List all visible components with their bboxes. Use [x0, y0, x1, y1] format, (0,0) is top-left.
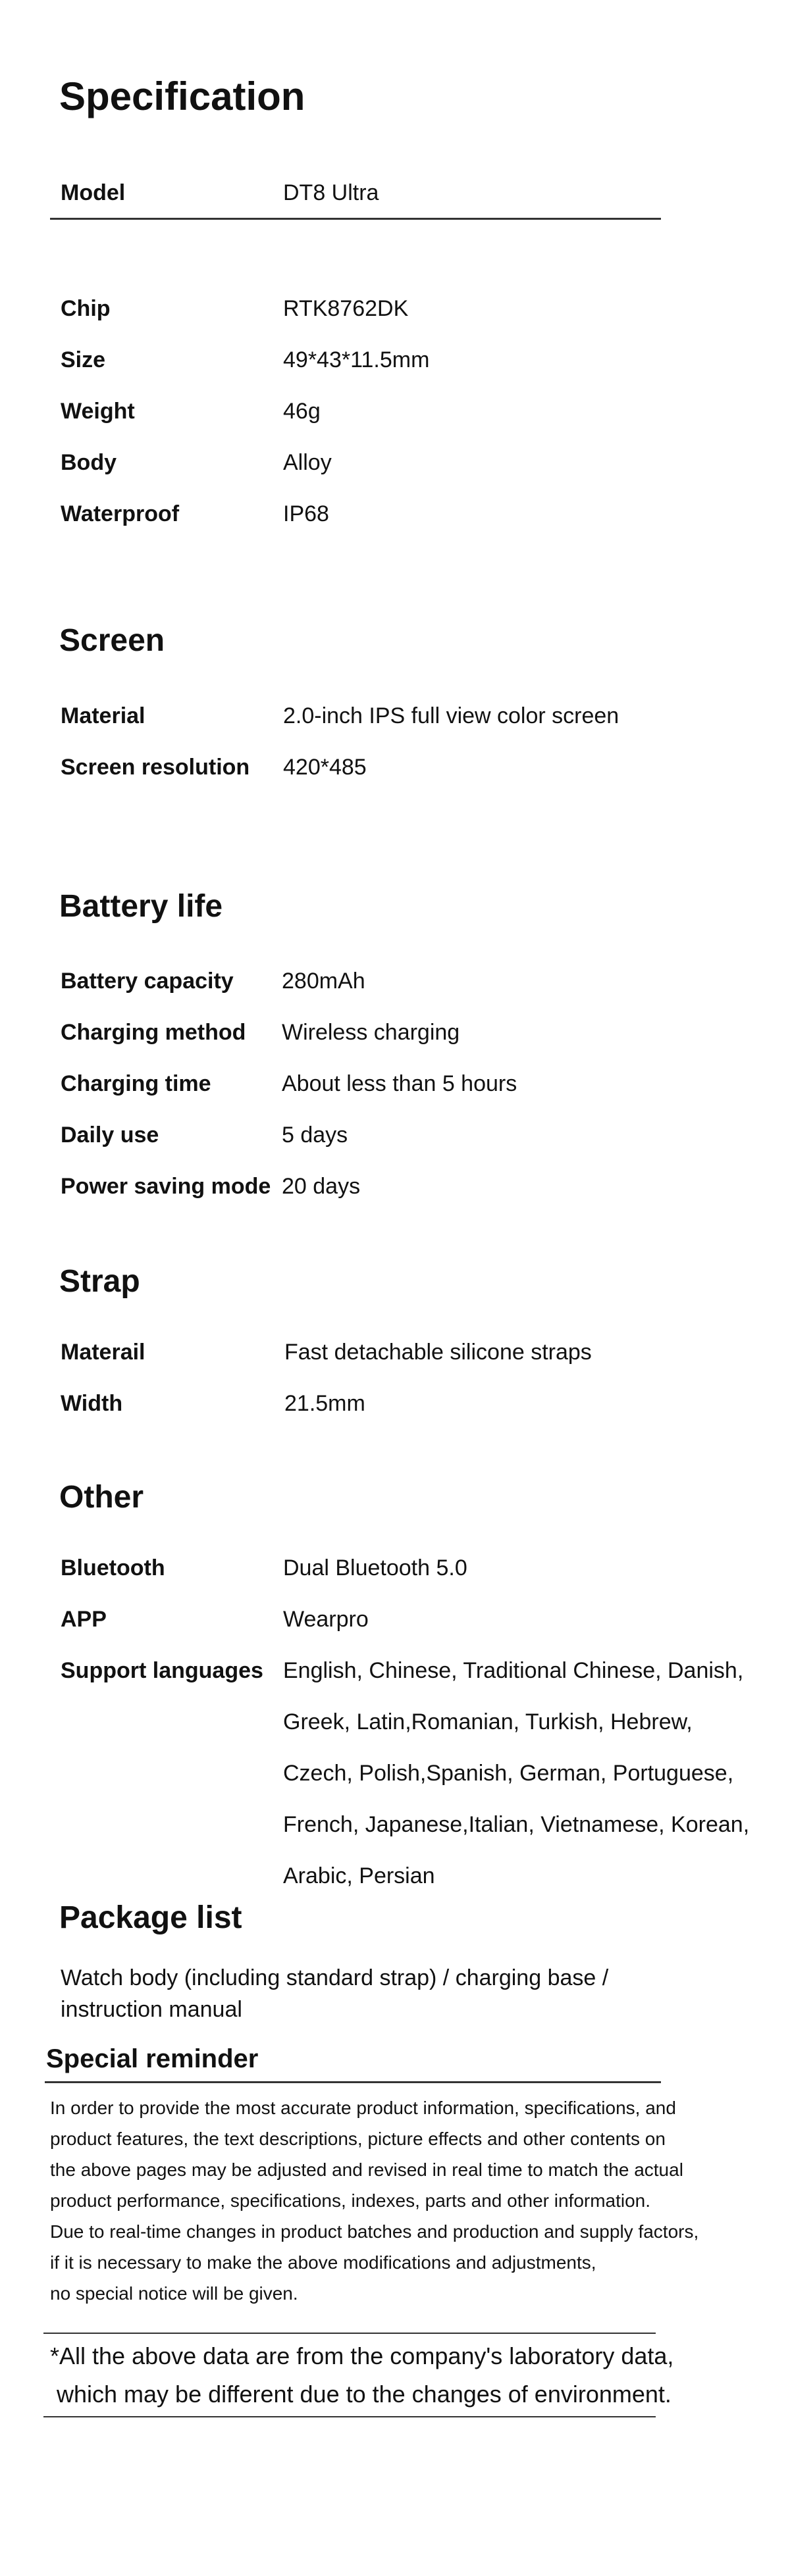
spec-label-charging-method: Charging method: [61, 1020, 246, 1045]
spec-label-body: Body: [61, 450, 117, 475]
spec-value-body: Alloy: [283, 450, 332, 475]
spec-label-strap-width: Width: [61, 1391, 123, 1416]
spec-value-languages-line: Czech, Polish,Spanish, German, Portuguese,: [283, 1761, 734, 1786]
footnote-line: *All the above data are from the company's laboratory data,: [50, 2342, 674, 2369]
spec-value-app: Wearpro: [283, 1607, 369, 1632]
model-divider: [50, 218, 661, 220]
spec-value-waterproof: IP68: [283, 501, 329, 526]
spec-label-screen-material: Material: [61, 703, 145, 728]
package-contents-line: Watch body (including standard strap) / charging base /: [61, 1965, 609, 1990]
spec-value-languages-line: Arabic, Persian: [283, 1863, 435, 1888]
section-heading-screen: Screen: [59, 623, 165, 658]
spec-value-languages-line: Greek, Latin,Romanian, Turkish, Hebrew,: [283, 1709, 693, 1734]
reminder-line: the above pages may be adjusted and revised in real time to match the actual: [50, 2159, 683, 2180]
section-heading-package: Package list: [59, 1900, 242, 1935]
spec-value-power-saving-mode: 20 days: [282, 1174, 361, 1199]
footnote-line: which may be different due to the changes of environment.: [57, 2381, 672, 2408]
section-heading-other: Other: [59, 1480, 144, 1515]
reminder-line: product features, the text descriptions, picture effects and other contents on: [50, 2129, 666, 2149]
spec-label-model: Model: [61, 180, 126, 205]
spec-label-daily-use: Daily use: [61, 1123, 159, 1148]
spec-value-languages-line: English, Chinese, Traditional Chinese, Danish,: [283, 1658, 744, 1683]
reminder-line: no special notice will be given.: [50, 2283, 298, 2304]
footnote-top-rule: [43, 2333, 656, 2334]
page-title: Specification: [59, 74, 305, 118]
spec-label-app: APP: [61, 1607, 107, 1632]
reminder-line: if it is necessary to make the above modifications and adjustments,: [50, 2252, 596, 2273]
spec-label-bluetooth: Bluetooth: [61, 1555, 165, 1580]
spec-value-daily-use: 5 days: [282, 1123, 348, 1148]
spec-label-waterproof: Waterproof: [61, 501, 180, 526]
section-heading-strap: Strap: [59, 1264, 140, 1299]
reminder-line: In order to provide the most accurate product information, specifications, and: [50, 2098, 676, 2118]
spec-value-screen-resolution: 420*485: [283, 755, 367, 780]
reminder-divider: [45, 2081, 661, 2083]
spec-label-strap-material: Materail: [61, 1340, 145, 1365]
spec-label-chip: Chip: [61, 296, 111, 321]
section-heading-reminder: Special reminder: [46, 2044, 259, 2073]
spec-value-battery-capacity: 280mAh: [282, 969, 365, 994]
package-contents-line: instruction manual: [61, 1997, 242, 2022]
spec-label-charging-time: Charging time: [61, 1071, 211, 1096]
reminder-line: Due to real-time changes in product batches and production and supply factors,: [50, 2221, 699, 2242]
spec-label-weight: Weight: [61, 399, 135, 424]
spec-value-screen-material: 2.0-inch IPS full view color screen: [283, 703, 619, 728]
spec-value-charging-method: Wireless charging: [282, 1020, 460, 1045]
spec-label-screen-resolution: Screen resolution: [61, 755, 250, 780]
spec-value-strap-material: Fast detachable silicone straps: [284, 1340, 592, 1365]
spec-value-weight: 46g: [283, 399, 321, 424]
spec-value-strap-width: 21.5mm: [284, 1391, 365, 1416]
spec-value-charging-time: About less than 5 hours: [282, 1071, 517, 1096]
reminder-line: product performance, specifications, indexes, parts and other information.: [50, 2190, 651, 2211]
spec-label-battery-capacity: Battery capacity: [61, 969, 234, 994]
spec-value-size: 49*43*11.5mm: [283, 347, 430, 372]
spec-label-size: Size: [61, 347, 106, 372]
spec-value-chip: RTK8762DK: [283, 296, 409, 321]
spec-label-power-saving-mode: Power saving mode: [61, 1174, 271, 1199]
spec-value-languages-line: French, Japanese,Italian, Vietnamese, Korean,: [283, 1812, 750, 1837]
section-heading-battery: Battery life: [59, 889, 223, 924]
spec-value-model: DT8 Ultra: [283, 180, 379, 205]
spec-value-bluetooth: Dual Bluetooth 5.0: [283, 1555, 467, 1580]
spec-label-support-languages: Support languages: [61, 1658, 263, 1683]
footnote-bottom-rule: [43, 2416, 656, 2417]
